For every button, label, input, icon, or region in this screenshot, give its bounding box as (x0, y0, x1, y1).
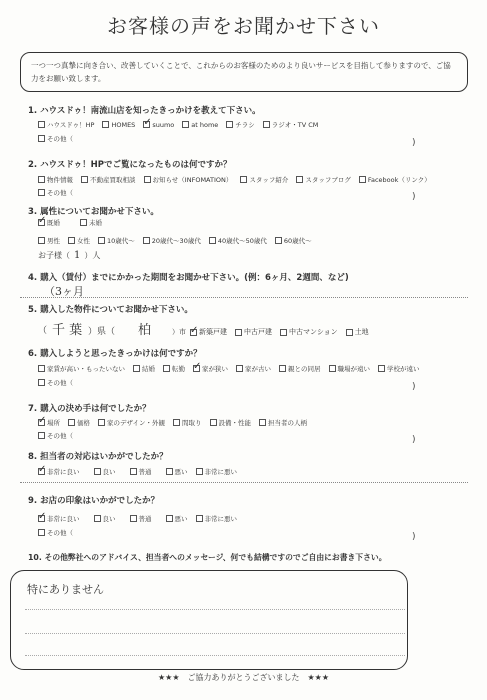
q8-option-label: 悪い (174, 468, 188, 476)
q1-option-label: ハウスドゥ！HP (47, 121, 95, 129)
q2-close-paren: ) (412, 192, 416, 202)
free-comment-box[interactable] (10, 570, 408, 670)
q7-other-checkbox[interactable] (38, 432, 45, 439)
q8-option-label: 普通 (138, 468, 152, 476)
q2-options (38, 175, 435, 184)
q2-option-label: スタッフブログ (305, 176, 351, 184)
q8-option-label: 良い (102, 468, 116, 476)
q3-age-row (38, 236, 316, 245)
q9-option-label: 非常に良い (47, 515, 80, 523)
q1-option-label: ラジオ・TV CM (271, 121, 319, 129)
q6-options (38, 364, 424, 373)
q5-checkbox[interactable] (280, 329, 287, 336)
q4-label: 4. 購入（賃付）までにかかった期間をお聞かせ下さい。(例：6ヶ月、2週間、など) (28, 273, 349, 283)
q3-checkbox[interactable] (275, 237, 282, 244)
q1-other-row (38, 134, 77, 143)
q9-option-label: 良い (102, 515, 116, 523)
q2-option-label: 不動産買取相談 (90, 176, 136, 184)
q6-checkbox[interactable] (329, 365, 336, 372)
q3-option-label: 男性 (47, 237, 60, 245)
q9-option-label: 非常に悪い (204, 515, 237, 523)
q8-checkbox[interactable] (130, 468, 137, 475)
q2-option-label: 物件情報 (47, 176, 73, 184)
q7-label: 7. 購入の決め手は何でしたか？ (28, 404, 151, 414)
q2-checkbox[interactable] (144, 176, 151, 183)
q3-checkbox[interactable] (80, 219, 87, 226)
q8-options (38, 467, 241, 476)
q9-checkbox-checked[interactable] (38, 515, 45, 522)
q1-checkbox[interactable] (182, 121, 189, 128)
q6-checkbox[interactable] (163, 365, 170, 372)
q1-checkbox[interactable] (226, 121, 233, 128)
children-count-field[interactable]: 1 (74, 250, 81, 261)
q3-option-label: 40歳代～50歳代 (217, 237, 267, 245)
q2-other-checkbox[interactable] (38, 189, 45, 196)
q6-other-checkbox[interactable] (38, 379, 45, 386)
q9-option-label: 悪い (174, 515, 188, 523)
q5-open-paren: （ (38, 326, 48, 336)
q9-other-row (38, 528, 77, 537)
q1-checkbox-checked[interactable] (143, 121, 150, 128)
q7-option-label: 価格 (77, 419, 90, 427)
q1-checkbox[interactable] (263, 121, 270, 128)
q2-option-label: Facebook（リンク） (367, 176, 431, 184)
q2-option-label: お知らせ（INFOMATION） (152, 176, 233, 184)
q2-checkbox[interactable] (81, 176, 88, 183)
q6-option-label: 結婚 (142, 365, 155, 373)
q3-option-label: 60歳代～ (283, 237, 312, 245)
q3-option-label: 既婚 (47, 219, 60, 227)
q8-checkbox[interactable] (196, 468, 203, 475)
q3-option-label: 未婚 (89, 219, 102, 227)
q9-other-label: その他（ (47, 529, 73, 537)
writing-line (25, 655, 405, 657)
q5-option-label: 中古マンション (289, 328, 338, 336)
q7-options (38, 418, 311, 427)
q3-children-row (38, 250, 100, 261)
q7-checkbox[interactable] (68, 419, 75, 426)
city-suffix: ）市 (172, 328, 186, 336)
q5-option-label: 土地 (354, 328, 369, 336)
q1-label: 1. ハウスドゥ！南流山店を知ったきっかけを教えて下さい。 (28, 106, 261, 116)
q9-checkbox[interactable] (94, 515, 101, 522)
q6-checkbox[interactable] (279, 365, 286, 372)
q1-close-paren: ) (412, 138, 416, 148)
divider (20, 297, 468, 298)
q2-option-label: スタッフ紹介 (249, 176, 289, 184)
q9-label: 9. お店の印象はいかがでしたか？ (28, 496, 160, 506)
q6-option-label: 学校が遠い (387, 365, 420, 373)
writing-line (25, 633, 405, 635)
q7-checkbox[interactable] (173, 419, 180, 426)
q9-checkbox[interactable] (196, 515, 203, 522)
q3-option-label: 10歳代～ (107, 237, 135, 245)
q7-checkbox[interactable] (98, 419, 105, 426)
q2-checkbox[interactable] (38, 176, 45, 183)
q7-option-label: 間取り (182, 419, 202, 427)
q9-options (38, 514, 241, 523)
q7-close-paren: ) (412, 435, 416, 445)
q6-checkbox-checked[interactable] (193, 365, 200, 372)
q6-checkbox[interactable] (133, 365, 140, 372)
q6-option-label: 家が古い (245, 365, 271, 373)
q6-option-label: 親との同居 (288, 365, 321, 373)
q6-option-label: 職場が遠い (337, 365, 370, 373)
q1-other-label: その他（ (47, 135, 73, 143)
q1-other-checkbox[interactable] (38, 135, 45, 142)
q8-checkbox-checked[interactable] (38, 468, 45, 475)
q4-answer-field[interactable]: （3ヶ月 (44, 285, 84, 298)
q5-checkbox-checked[interactable] (190, 329, 197, 336)
q10-answer-text: 特にありません (27, 583, 104, 596)
q1-option-label: チラシ (235, 121, 255, 129)
prefecture-suffix: ）県（ (88, 327, 116, 337)
q8-checkbox[interactable] (94, 468, 101, 475)
q5-label: 5. 購入した物件についてお聞かせ下さい。 (28, 305, 193, 315)
q7-option-label: 場所 (47, 419, 60, 427)
q8-option-label: 非常に良い (47, 468, 80, 476)
q2-checkbox[interactable] (240, 176, 247, 183)
q2-checkbox[interactable] (296, 176, 303, 183)
q1-option-label: suumo (152, 120, 175, 129)
q9-close-paren: ) (412, 532, 416, 542)
q6-checkbox[interactable] (38, 365, 45, 372)
q9-checkbox[interactable] (130, 515, 137, 522)
page-title: お客様の声をお聞かせ下さい (107, 14, 380, 38)
q2-other-label: その他（ (47, 189, 73, 197)
q6-option-label: 転勤 (172, 365, 185, 373)
q7-option-label: 設備・性能 (218, 419, 252, 427)
q6-label: 6. 購入しようと思ったきっかけは何ですか？ (28, 349, 202, 359)
q8-label: 8. 担当者の対応はいかがでしたか？ (28, 452, 168, 462)
q2-other-row (38, 188, 77, 197)
q1-options (38, 120, 322, 129)
q5-checkbox[interactable] (346, 329, 353, 336)
q6-close-paren: ) (412, 382, 416, 392)
q3-option-label: 女性 (77, 237, 90, 245)
q5-checkbox[interactable] (235, 329, 242, 336)
q9-checkbox[interactable] (166, 515, 173, 522)
q6-option-label: 家賃が高い・もったいない (47, 365, 125, 373)
prefecture-field[interactable]: 千 葉 (52, 323, 83, 338)
q3-checkbox[interactable] (143, 237, 150, 244)
q6-checkbox[interactable] (236, 365, 243, 372)
q10-label: 10. その他弊社へのアドバイス、担当者へのメッセージ、何でも結構ですのでご自由にお書き下さい。 (28, 553, 387, 562)
q3-checkbox-checked[interactable] (38, 219, 45, 226)
q2-checkbox[interactable] (359, 176, 366, 183)
q9-option-label: 普通 (138, 515, 152, 523)
q1-option-label: at home (191, 120, 219, 129)
q1-option-label: HOMES (111, 120, 136, 129)
q6-option-label: 家が狭い (202, 365, 228, 373)
footer-thanks: ★★★ ご協力ありがとうございました ★★★ (157, 673, 330, 682)
q8-checkbox[interactable] (166, 468, 173, 475)
q7-checkbox[interactable] (210, 419, 217, 426)
writing-line (25, 609, 405, 611)
q3-option-label: 20歳代～30歳代 (151, 237, 201, 245)
q8-option-label: 非常に悪い (204, 468, 237, 476)
q3-marital-row (38, 218, 106, 227)
q1-checkbox[interactable] (38, 121, 45, 128)
q5-option-label: 中古戸建 (244, 328, 272, 336)
q7-other-row (38, 431, 77, 440)
q9-other-checkbox[interactable] (38, 529, 45, 536)
q1-checkbox[interactable] (102, 121, 109, 128)
q5-option-label: 新築戸建 (199, 328, 227, 336)
q3-checkbox[interactable] (38, 237, 45, 244)
children-prefix: お子様（ (38, 251, 70, 260)
q3-checkbox[interactable] (209, 237, 216, 244)
divider (20, 482, 468, 483)
q3-checkbox[interactable] (68, 237, 75, 244)
q7-other-label: その他（ (47, 432, 73, 440)
q2-label: 2. ハウスドゥ！HPでご覧になったものは何ですか？ (28, 160, 232, 170)
q3-label: 3. 属性についてお聞かせ下さい。 (28, 207, 159, 217)
city-field[interactable]: 柏 (138, 323, 152, 338)
q3-checkbox[interactable] (98, 237, 105, 244)
q7-option-label: 家のデザイン・外観 (107, 419, 166, 427)
intro-box: 一つ一つ真摯に向き合い、改善していくことで、これからのお客様のためのより良いサービスを目指して参りますので、ご協力をお願い致します。 (20, 52, 468, 92)
q7-checkbox-checked[interactable] (38, 419, 45, 426)
q6-checkbox[interactable] (378, 365, 385, 372)
q5-type-row (172, 327, 373, 337)
q7-checkbox[interactable] (259, 419, 266, 426)
children-suffix: ）人 (84, 251, 101, 260)
q7-option-label: 担当者の人柄 (268, 419, 308, 427)
q6-other-row (38, 378, 77, 387)
q6-other-label: その他（ (47, 379, 73, 387)
